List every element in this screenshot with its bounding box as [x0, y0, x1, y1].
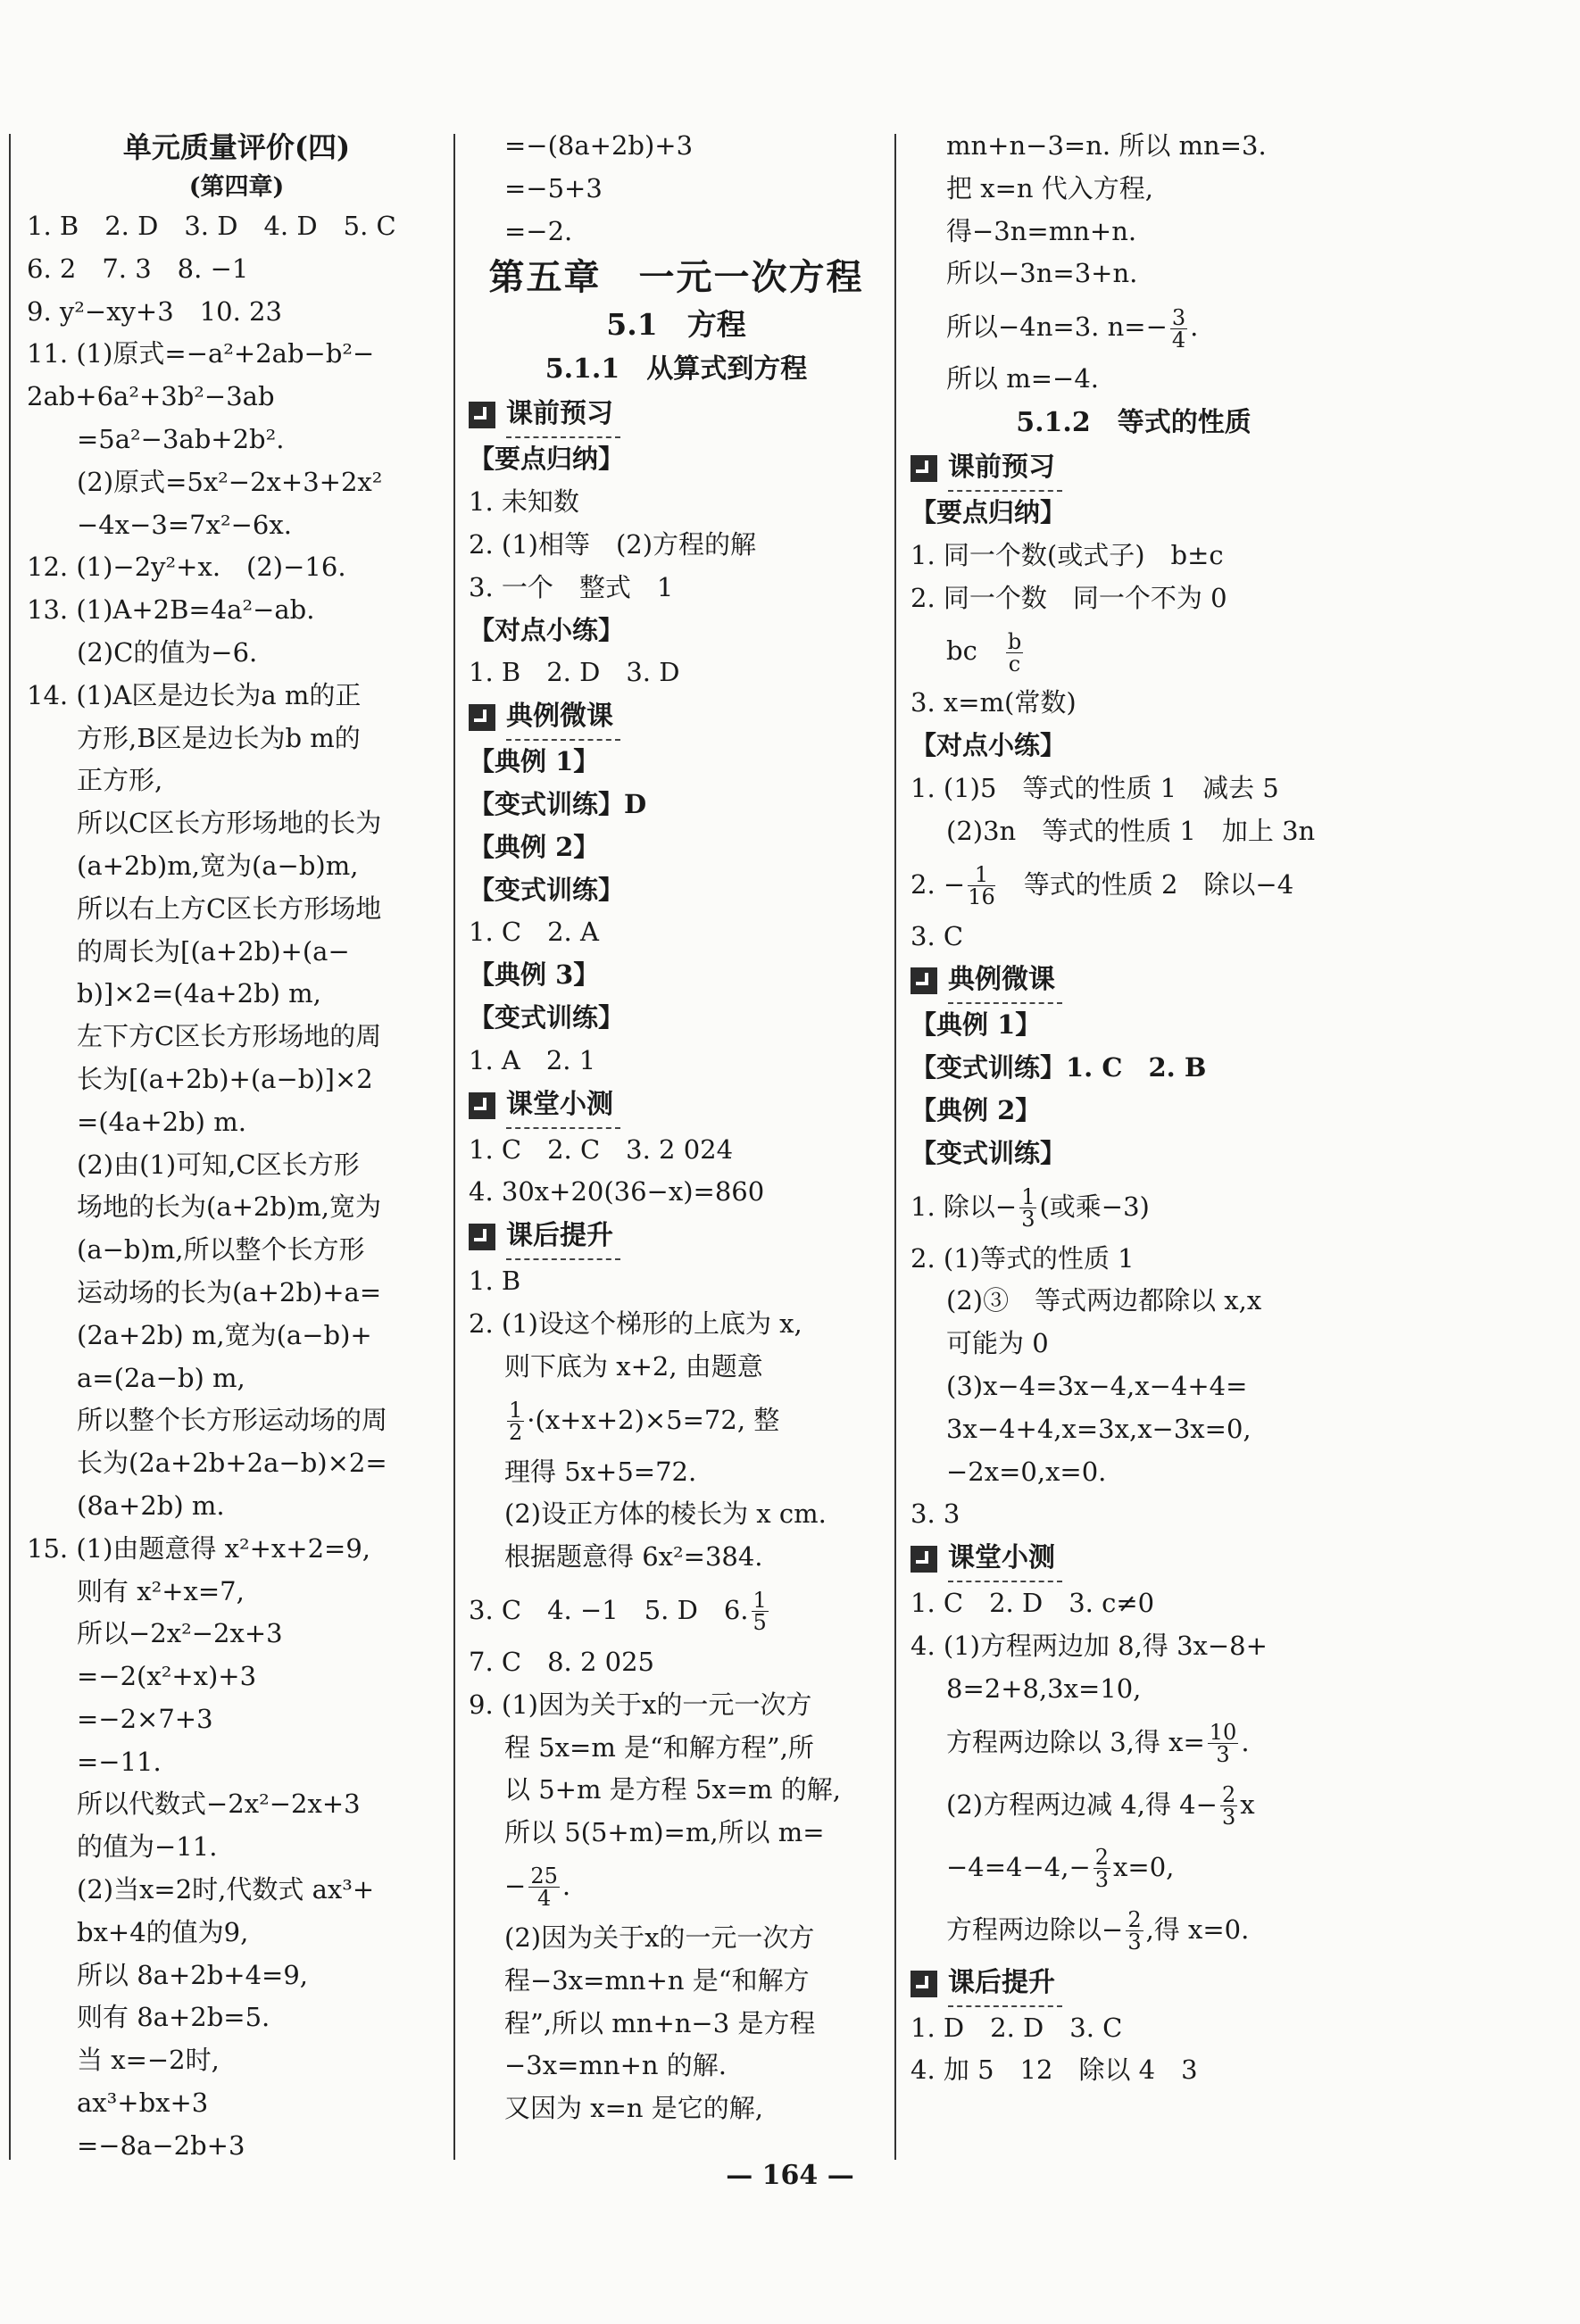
text-line: (2)C的值为−6. [77, 636, 258, 668]
arrow-box-icon [911, 455, 937, 482]
text-line: (2)由(1)可知,C区长方形 [77, 1149, 360, 1180]
text-line: 1. (1)5 等式的性质 1 减去 5 [911, 772, 1279, 803]
text-line: 长为[(a+2b)+(a−b)]×2 [77, 1063, 373, 1094]
bracket-heading: 【变式训练】 [911, 1137, 1067, 1168]
text-line: 所以 m=−4. [946, 363, 1099, 394]
section-header: 课后提升 [911, 1961, 1357, 2007]
column-1 [27, 125, 446, 2161]
text-line: 方形,B区是边长为b m的 [77, 722, 361, 753]
text-line: $\frac{1}{2}$ ·(x+x+2)×5=72, 整 [509, 1398, 780, 1446]
text-line: 所以−2x²−2x+3 [77, 1618, 283, 1649]
text-line: 9. y²−xy+3 10. 23 [27, 295, 282, 327]
text-line: 所以C区长方形场地的长为 [77, 808, 382, 839]
text-line: (2)原式=5x²−2x+3+2x² [77, 466, 383, 497]
text-line: 所以右上方C区长方形场地 [77, 892, 382, 924]
bracket-heading: 【对点小练】 [469, 614, 625, 645]
text-line: =(4a+2b) m. [77, 1106, 246, 1137]
arrow-box-icon [469, 704, 495, 731]
section-header: 课堂小测 [469, 1083, 884, 1129]
text-line: 的周长为[(a+2b)+(a− [77, 935, 350, 967]
text-line: 运动场的长为(a+2b)+a= [77, 1276, 382, 1307]
text-line: 14. (1)A区是边长为a m的正 [27, 679, 362, 710]
arrow-box-icon [911, 967, 937, 994]
arrow-box-icon [469, 1224, 495, 1250]
text-line: 2. 同一个数 同一个不为 0 [911, 582, 1227, 613]
bracket-heading: 【变式训练】 [469, 874, 625, 905]
text-line: 1. B [469, 1266, 521, 1297]
text-line: 15. (1)由题意得 x²+x+2=9, [27, 1532, 370, 1564]
fraction: $\frac{10}{3}$ [1209, 1720, 1237, 1768]
text-line: =5a²−3ab+2b². [77, 423, 285, 454]
text-line: 根据题意得 6x²=384. [504, 1541, 763, 1573]
text-line: 3. 3 [911, 1498, 960, 1530]
text-line: 所以−4n=3. n=− $\frac{3}{4}$ . [946, 304, 1199, 353]
text-line: 所以−3n=3+n. [946, 258, 1138, 289]
text-line: 1. 同一个数(或式子) b±c [911, 539, 1224, 570]
fraction: $\frac{3}{4}$ [1171, 304, 1186, 353]
text-line: 3. C 4. −1 5. D 6. $\frac{1}{5}$ [469, 1588, 767, 1636]
fraction: $\frac{2}{3}$ [1127, 1907, 1142, 1955]
text-line: 的值为−11. [77, 1831, 218, 1863]
arrow-box-icon [911, 1546, 937, 1573]
text-line: 得−3n=mn+n. [946, 215, 1137, 246]
text-line: −4x−3=7x²−6x. [77, 509, 292, 540]
text-line: 13. (1)A+2B=4a²−ab. [27, 594, 315, 626]
subsection-title: 5.1.1 从算式到方程 [545, 353, 808, 386]
text-line: 所以代数式−2x²−2x+3 [77, 1789, 361, 1820]
text-line: 1. C 2. C 3. 2 024 [469, 1133, 734, 1165]
fraction: $\frac{2}{3}$ [1094, 1845, 1110, 1893]
fraction: $\frac{25}{4}$ [530, 1863, 558, 1912]
text-line: 则下底为 x+2, 由题意 [504, 1350, 763, 1382]
text-line: −4=4−4,− $\frac{2}{3}$ x=0, [946, 1845, 1175, 1893]
text-line: 3. x=m(常数) [911, 687, 1077, 718]
bracket-heading: 【典例 2】 [911, 1094, 1042, 1125]
text-line: 1. 未知数 [469, 486, 579, 518]
text-line: 正方形, [77, 765, 163, 796]
text-line: −2x=0,x=0. [946, 1456, 1107, 1487]
text-line: 2. (1)等式的性质 1 [911, 1242, 1135, 1274]
page-number: — 164 — [726, 2160, 854, 2191]
text-line: 11. (1)原式=−a²+2ab−b²− [27, 338, 375, 369]
text-line: bc $\frac{b}{c}$ [946, 628, 1022, 676]
text-line: 则有 x²+x=7, [77, 1575, 245, 1606]
text-line: 3. C [911, 920, 964, 951]
section-header: 课前预习 [469, 392, 884, 438]
fraction: $\frac{1}{5}$ [753, 1588, 767, 1636]
text-line: 4. 加 5 12 除以 4 3 [911, 2054, 1198, 2086]
bracket-heading: 【典例 1】 [911, 1009, 1042, 1041]
text-line: 当 x=−2时, [77, 2045, 220, 2076]
text-line: 1. B 2. D 3. D [469, 657, 680, 688]
text-line: (2)③ 等式两边都除以 x,x [946, 1285, 1262, 1316]
column-2 [469, 125, 884, 2151]
text-line: 1. 除以− $\frac{1}{3}$ (或乘−3) [911, 1184, 1150, 1233]
text-line: 3x−4+4,x=3x,x−3x=0, [946, 1413, 1252, 1444]
text-line: 2. (1)设这个梯形的上底为 x, [469, 1307, 802, 1339]
text-line: a=(2a−b) m, [77, 1362, 245, 1393]
section-header: 课前预习 [911, 445, 1357, 492]
text-line: (a−b)m,所以整个长方形 [77, 1234, 365, 1266]
text-line: 4. 30x+20(36−x)=860 [469, 1176, 765, 1208]
arrow-box-icon [469, 1092, 495, 1119]
text-line: 程 5x=m 是“和解方程”,所 [504, 1731, 814, 1763]
fraction: $\frac{1}{3}$ [1021, 1184, 1035, 1233]
text-line: (a+2b)m,宽为(a−b)m, [77, 850, 359, 881]
bracket-heading: 【典例 2】 [469, 831, 600, 862]
text-line: 所以整个长方形运动场的周 [77, 1405, 388, 1436]
text-line: =−11. [77, 1746, 162, 1777]
fraction: $\frac{b}{c}$ [1007, 628, 1022, 676]
arrow-box-icon [469, 402, 495, 428]
text-line: 以 5+m 是方程 5x=m 的解, [504, 1774, 841, 1805]
text-line: (2a+2b) m,宽为(a−b)+ [77, 1319, 372, 1350]
text-line: 程−3x=mn+n 是“和解方 [504, 1964, 810, 1996]
text-line: 可能为 0 [946, 1328, 1049, 1359]
text-line: (2)设正方体的棱长为 x cm. [504, 1498, 827, 1530]
bracket-heading: 【变式训练】D [469, 788, 647, 819]
text-line: 所以 5(5+m)=m,所以 m= [504, 1817, 825, 1848]
chapter-title: 第五章 一元一次方程 [488, 256, 864, 299]
column-divider [9, 134, 11, 2160]
section-header: 典例微课 [469, 694, 884, 741]
text-line: (2)3n 等式的性质 1 加上 3n [946, 815, 1316, 846]
text-line: 又因为 x=n 是它的解, [504, 2093, 763, 2124]
answer-lines [27, 205, 446, 2168]
text-line: 3. 一个 整式 1 [469, 571, 674, 602]
text-line: − $\frac{25}{4}$ . [504, 1863, 571, 1912]
text-line: (8a+2b) m. [77, 1490, 225, 1521]
text-line: 方程两边除以− $\frac{2}{3}$ ,得 x=0. [946, 1907, 1250, 1955]
text-line: 1. A 2. 1 [469, 1044, 596, 1075]
unit-title: 单元质量评价(四) [122, 130, 351, 164]
text-line: ax³+bx+3 [77, 2087, 209, 2119]
text-line: =−(8a+2b)+3 [504, 130, 694, 161]
text-line: =−8a−2b+3 [77, 2129, 245, 2161]
subsection-title: 5.1.2 等式的性质 [1016, 406, 1252, 438]
unit-subtitle: (第四章) [188, 173, 285, 201]
bracket-heading: 【典例 1】 [469, 746, 600, 777]
bracket-heading: 【要点归纳】 [469, 444, 625, 475]
text-line: −3x=mn+n 的解. [504, 2050, 727, 2081]
text-line: 1. D 2. D 3. C [911, 2012, 1123, 2043]
section-header: 课后提升 [469, 1214, 884, 1260]
text-line: 12. (1)−2y²+x. (2)−16. [27, 552, 346, 583]
fraction: $\frac{2}{3}$ [1221, 1782, 1236, 1830]
section-header: 典例微课 [911, 958, 1357, 1004]
column-divider [453, 134, 455, 2160]
text-line: =−2(x²+x)+3 [77, 1661, 257, 1692]
text-line: 9. (1)因为关于x的一元一次方 [469, 1689, 812, 1720]
bracket-heading: 【要点归纳】 [911, 496, 1067, 527]
text-line: 2. − $\frac{1}{16}$ 等式的性质 2 除以−4 [911, 862, 1294, 910]
text-line: 1. B 2. D 3. D 4. D 5. C [27, 211, 396, 241]
text-line: b)]×2=(4a+2b) m, [77, 978, 321, 1009]
text-line: mn+n−3=n. 所以 mn=3. [946, 130, 1267, 161]
text-line: 6. 2 7. 3 8. −1 [27, 253, 249, 284]
text-line: 2. (1)相等 (2)方程的解 [469, 528, 757, 560]
text-line: (2)方程两边减 4,得 4− $\frac{2}{3}$ x [946, 1782, 1255, 1830]
fraction: $\frac{1}{16}$ [968, 862, 995, 910]
text-line: 左下方C区长方形场地的周 [77, 1021, 382, 1052]
text-line: 则有 8a+2b=5. [77, 2002, 270, 2033]
text-line: 方程两边除以 3,得 x= $\frac{10}{3}$ . [946, 1720, 1250, 1768]
text-line: 2ab+6a²+3b²−3ab [27, 381, 275, 412]
text-line: 场地的长为(a+2b)m,宽为 [77, 1191, 381, 1223]
text-line: 1. C 2. A [469, 917, 599, 948]
bracket-heading: 【对点小练】 [911, 730, 1067, 761]
text-line: 所以 8a+2b+4=9, [77, 1959, 308, 1990]
fraction: $\frac{1}{2}$ [509, 1398, 523, 1446]
text-line: (2)当x=2时,代数式 ax³+ [77, 1874, 375, 1905]
bracket-heading: 【典例 3】 [469, 959, 600, 991]
text-line: =−2×7+3 [77, 1703, 213, 1734]
column-3 [911, 125, 1357, 2151]
arrow-box-icon [911, 1971, 937, 1997]
bracket-heading: 【变式训练】 [469, 1001, 625, 1033]
text-line: 程”,所以 mn+n−3 是方程 [504, 2007, 816, 2038]
text-line: (2)因为关于x的一元一次方 [504, 1921, 815, 1953]
section-header: 课堂小测 [911, 1536, 1357, 1582]
text-line: 长为(2a+2b+2a−b)×2= [77, 1448, 387, 1479]
text-line: 理得 5x+5=72. [504, 1456, 697, 1487]
section-title: 5.1 方程 [606, 307, 746, 343]
text-line: =−2. [504, 215, 573, 246]
text-line: bx+4的值为9, [77, 1916, 249, 1947]
text-line: =−5+3 [504, 172, 603, 203]
text-line: 8=2+8,3x=10, [946, 1672, 1142, 1704]
text-line: (3)x−4=3x−4,x−4+4= [946, 1370, 1248, 1401]
bracket-heading: 【变式训练】1. C 2. B [911, 1052, 1207, 1083]
text-line: 7. C 8. 2 025 [469, 1646, 654, 1677]
text-line: 把 x=n 代入方程, [946, 172, 1153, 203]
text-line: 1. C 2. D 3. c≠0 [911, 1588, 1155, 1619]
text-line: 4. (1)方程两边加 8,得 3x−8+ [911, 1630, 1268, 1661]
column-divider [894, 134, 896, 2160]
